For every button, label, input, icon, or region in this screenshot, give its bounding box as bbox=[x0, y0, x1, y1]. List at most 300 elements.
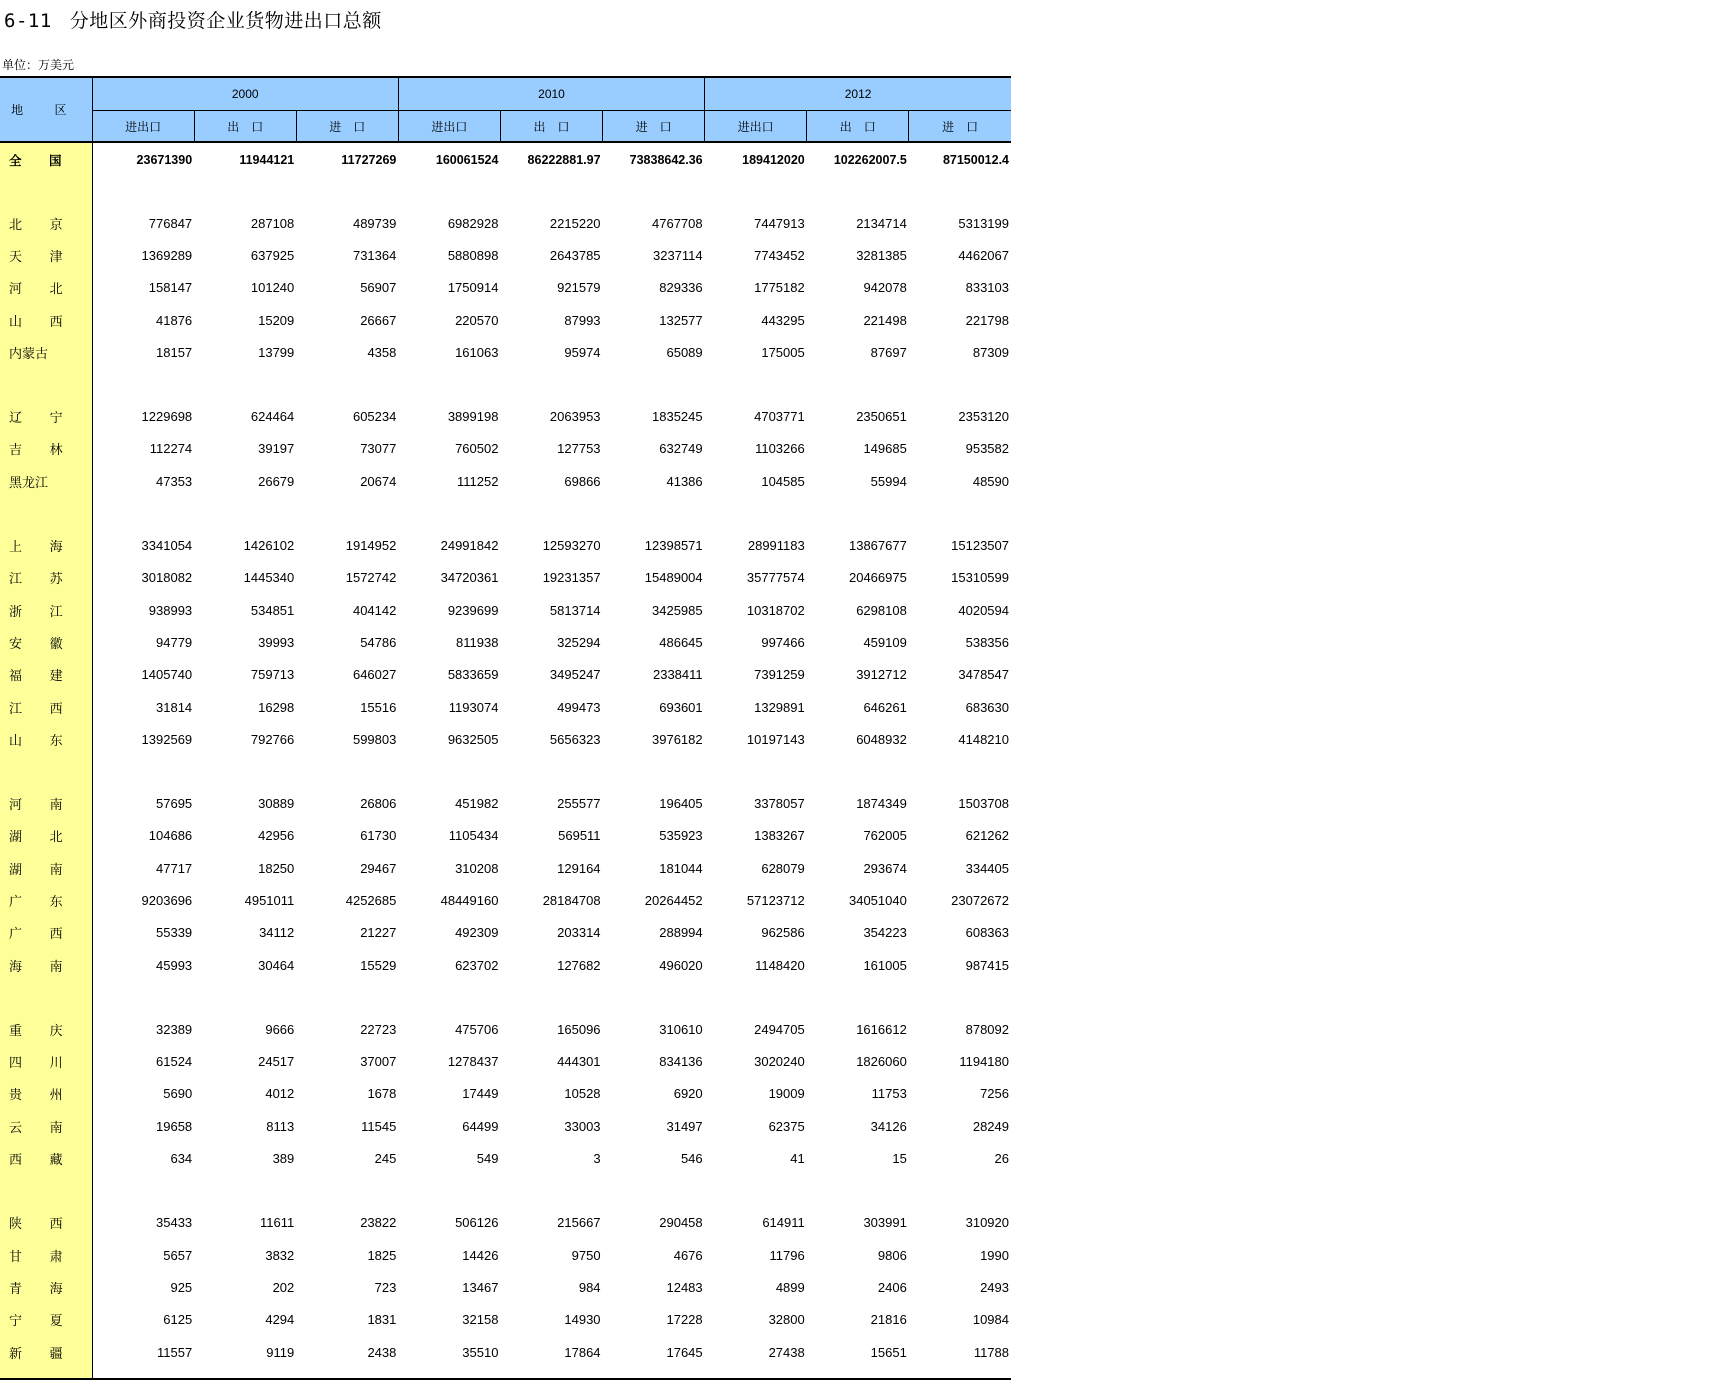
value-cell: 3018082 bbox=[141, 570, 193, 586]
value-cell: 87309 bbox=[972, 344, 1009, 360]
spacer-row bbox=[0, 368, 1011, 400]
value-cell: 20466975 bbox=[848, 570, 907, 586]
value-cell: 5813714 bbox=[549, 602, 601, 618]
empty-cell bbox=[398, 177, 500, 207]
value-cell: 2438 bbox=[367, 1344, 397, 1360]
value-cell: 23072672 bbox=[951, 892, 1009, 908]
value-cell: 833103 bbox=[965, 280, 1009, 296]
value-cell: 1826060 bbox=[856, 1054, 907, 1070]
value-cell: 2493 bbox=[980, 1279, 1009, 1295]
region-name: 天 津 bbox=[0, 239, 92, 271]
value-cell: 48590 bbox=[972, 473, 1009, 489]
value-cell: 984 bbox=[578, 1279, 601, 1295]
table-row bbox=[0, 691, 1011, 723]
value-cell: 23822 bbox=[360, 1215, 397, 1231]
value-cell: 129164 bbox=[557, 860, 601, 876]
value-cell: 34051040 bbox=[848, 892, 907, 908]
table-row bbox=[0, 1271, 1011, 1303]
value-cell: 41 bbox=[790, 1151, 805, 1167]
empty-cell bbox=[92, 1368, 194, 1379]
value-cell: 28991183 bbox=[747, 538, 805, 554]
value-cell: 683630 bbox=[965, 699, 1009, 715]
empty-cell bbox=[500, 1368, 602, 1379]
region-name: 湖 南 bbox=[0, 852, 92, 884]
region-cell-empty bbox=[0, 1368, 92, 1379]
region-name: 云 南 bbox=[0, 1110, 92, 1142]
value-cell: 3478547 bbox=[958, 667, 1009, 683]
value-cell: 2406 bbox=[877, 1279, 907, 1295]
value-cell: 489739 bbox=[352, 215, 397, 231]
value-cell: 65089 bbox=[666, 344, 703, 360]
region-name: 贵 州 bbox=[0, 1078, 92, 1110]
value-cell: 6920 bbox=[673, 1086, 703, 1102]
region-name: 广 东 bbox=[0, 884, 92, 916]
region-name: 河 南 bbox=[0, 787, 92, 819]
value-cell: 3832 bbox=[265, 1247, 295, 1263]
empty-cell bbox=[296, 177, 398, 207]
value-cell: 3976182 bbox=[652, 731, 703, 747]
value-cell: 4358 bbox=[367, 344, 397, 360]
value-cell: 3899198 bbox=[447, 409, 499, 425]
subheader-2000-1: 出 口 bbox=[194, 111, 296, 143]
table-row bbox=[0, 884, 1011, 916]
value-cell: 499473 bbox=[557, 699, 601, 715]
empty-cell bbox=[398, 368, 500, 400]
value-cell: 287108 bbox=[250, 215, 295, 231]
value-cell: 39197 bbox=[258, 441, 295, 457]
value-cell: 62375 bbox=[768, 1118, 805, 1134]
value-cell: 5656323 bbox=[549, 731, 601, 747]
empty-cell bbox=[92, 981, 194, 1013]
value-cell: 9750 bbox=[571, 1247, 601, 1263]
value-cell: 2338411 bbox=[652, 667, 703, 683]
empty-cell bbox=[603, 497, 705, 529]
empty-cell bbox=[398, 497, 500, 529]
page-title bbox=[4, 6, 382, 33]
value-cell: 1392569 bbox=[141, 731, 193, 747]
region-name: 新 疆 bbox=[0, 1336, 92, 1368]
region-name: 江 西 bbox=[0, 691, 92, 723]
value-cell: 32158 bbox=[462, 1312, 499, 1328]
region-name: 重 庆 bbox=[0, 1013, 92, 1045]
value-cell: 760502 bbox=[455, 441, 499, 457]
value-cell: 34112 bbox=[259, 925, 295, 941]
value-cell: 161063 bbox=[455, 344, 499, 360]
value-cell: 1835245 bbox=[652, 409, 703, 425]
value-cell: 17645 bbox=[666, 1344, 703, 1360]
value-cell: 546 bbox=[680, 1151, 703, 1167]
empty-cell bbox=[807, 368, 909, 400]
value-cell: 4148210 bbox=[958, 731, 1009, 747]
value-cell: 220570 bbox=[455, 312, 499, 328]
value-cell: 10318702 bbox=[746, 602, 805, 618]
value-cell: 997466 bbox=[761, 634, 805, 650]
value-cell: 26806 bbox=[360, 796, 397, 812]
value-cell: 4252685 bbox=[345, 892, 397, 908]
empty-cell bbox=[500, 177, 602, 207]
table-row bbox=[0, 787, 1011, 819]
value-cell: 987415 bbox=[965, 957, 1009, 973]
value-cell: 13867677 bbox=[848, 538, 907, 554]
data-table bbox=[0, 76, 1011, 1380]
value-cell: 165096 bbox=[557, 1021, 601, 1037]
value-cell: 921579 bbox=[557, 280, 601, 296]
value-cell: 57695 bbox=[156, 796, 193, 812]
value-cell: 1914952 bbox=[345, 538, 397, 554]
value-cell: 19658 bbox=[156, 1118, 193, 1134]
table-row bbox=[0, 1336, 1011, 1368]
value-cell: 3281385 bbox=[856, 247, 907, 263]
empty-cell bbox=[705, 755, 807, 787]
value-cell: 47353 bbox=[156, 473, 193, 489]
table-row bbox=[0, 917, 1011, 949]
value-cell: 608363 bbox=[965, 925, 1009, 941]
value-cell: 5313199 bbox=[958, 215, 1009, 231]
value-cell: 12593270 bbox=[542, 538, 601, 554]
value-cell: 605234 bbox=[352, 409, 397, 425]
table-row bbox=[0, 820, 1011, 852]
value-cell: 132577 bbox=[659, 312, 703, 328]
empty-cell bbox=[194, 1175, 296, 1207]
empty-cell bbox=[398, 1368, 500, 1379]
value-cell: 731364 bbox=[352, 247, 397, 263]
region-name: 西 藏 bbox=[0, 1142, 92, 1174]
value-cell: 2134714 bbox=[856, 215, 907, 231]
value-cell: 9203696 bbox=[141, 892, 193, 908]
value-cell: 10197143 bbox=[746, 731, 805, 747]
value-cell: 1105434 bbox=[448, 828, 499, 844]
value-cell: 3378057 bbox=[754, 796, 805, 812]
spacer-row bbox=[0, 981, 1011, 1013]
value-cell: 69866 bbox=[564, 473, 601, 489]
value-cell: 55994 bbox=[870, 473, 907, 489]
region-name: 北 京 bbox=[0, 207, 92, 239]
value-cell: 7391259 bbox=[754, 667, 805, 683]
value-cell: 1148420 bbox=[755, 957, 805, 973]
value-cell: 1426102 bbox=[243, 538, 295, 554]
value-cell: 475706 bbox=[455, 1021, 499, 1037]
value-cell: 637925 bbox=[250, 247, 295, 263]
value-cell: 41386 bbox=[666, 473, 703, 489]
value-cell: 29467 bbox=[360, 860, 397, 876]
value-cell: 2494705 bbox=[754, 1021, 805, 1037]
value-cell: 1503708 bbox=[958, 796, 1009, 812]
value-cell: 953582 bbox=[965, 441, 1009, 457]
value-cell: 4020594 bbox=[958, 602, 1009, 618]
value-cell: 646027 bbox=[352, 667, 397, 683]
value-cell: 2353120 bbox=[958, 409, 1009, 425]
table-row bbox=[0, 852, 1011, 884]
value-cell: 10984 bbox=[972, 1312, 1009, 1328]
table-row bbox=[0, 562, 1011, 594]
empty-cell bbox=[500, 1175, 602, 1207]
region-name: 全 国 bbox=[0, 142, 92, 177]
value-cell: 11753 bbox=[871, 1086, 907, 1102]
value-cell: 7447913 bbox=[754, 215, 805, 231]
value-cell: 15209 bbox=[258, 312, 295, 328]
value-cell: 24517 bbox=[258, 1054, 295, 1070]
value-cell: 11557 bbox=[156, 1344, 193, 1360]
value-cell: 202 bbox=[272, 1279, 295, 1295]
value-cell: 1874349 bbox=[856, 796, 907, 812]
value-cell: 1775182 bbox=[754, 280, 805, 296]
value-cell: 354223 bbox=[863, 925, 907, 941]
value-cell: 310610 bbox=[659, 1021, 703, 1037]
value-cell: 221498 bbox=[863, 312, 907, 328]
value-cell: 1103266 bbox=[755, 441, 805, 457]
value-cell: 28184708 bbox=[542, 892, 601, 908]
empty-cell bbox=[909, 368, 1011, 400]
value-cell: 56907 bbox=[360, 280, 397, 296]
value-cell: 112274 bbox=[149, 441, 193, 457]
table-row bbox=[0, 1013, 1011, 1045]
empty-cell bbox=[603, 1368, 705, 1379]
region-name: 四 川 bbox=[0, 1046, 92, 1078]
value-cell: 11727269 bbox=[341, 153, 397, 167]
value-cell: 13799 bbox=[258, 344, 295, 360]
subheader-2012-2: 进 口 bbox=[909, 111, 1011, 143]
empty-cell bbox=[92, 755, 194, 787]
value-cell: 94779 bbox=[156, 634, 193, 650]
value-cell: 9806 bbox=[877, 1247, 907, 1263]
value-cell: 37007 bbox=[360, 1054, 397, 1070]
region-name: 湖 北 bbox=[0, 820, 92, 852]
value-cell: 160061524 bbox=[435, 153, 499, 167]
empty-cell bbox=[92, 368, 194, 400]
empty-cell bbox=[92, 1175, 194, 1207]
region-cell-empty bbox=[0, 368, 92, 400]
table-row bbox=[0, 207, 1011, 239]
value-cell: 1825 bbox=[367, 1247, 397, 1263]
value-cell: 293674 bbox=[863, 860, 907, 876]
value-cell: 3495247 bbox=[549, 667, 601, 683]
value-cell: 203314 bbox=[557, 925, 601, 941]
value-cell: 87993 bbox=[564, 312, 601, 328]
value-cell: 9239699 bbox=[447, 602, 499, 618]
value-cell: 31814 bbox=[156, 699, 193, 715]
empty-cell bbox=[909, 497, 1011, 529]
table-row bbox=[0, 400, 1011, 432]
empty-cell bbox=[603, 368, 705, 400]
empty-cell bbox=[398, 1175, 500, 1207]
value-cell: 962586 bbox=[761, 925, 805, 941]
value-cell: 7256 bbox=[980, 1086, 1009, 1102]
value-cell: 11545 bbox=[361, 1118, 397, 1134]
table-row bbox=[0, 1142, 1011, 1174]
region-cell-empty bbox=[0, 1175, 92, 1207]
empty-cell bbox=[500, 368, 602, 400]
value-cell: 12483 bbox=[666, 1279, 703, 1295]
value-cell: 9119 bbox=[266, 1344, 295, 1360]
value-cell: 161005 bbox=[863, 957, 907, 973]
empty-cell bbox=[807, 755, 909, 787]
value-cell: 8113 bbox=[266, 1118, 295, 1134]
value-cell: 310208 bbox=[455, 860, 499, 876]
spacer-row bbox=[0, 1368, 1011, 1379]
value-cell: 325294 bbox=[557, 634, 601, 650]
value-cell: 5657 bbox=[163, 1247, 193, 1263]
value-cell: 73077 bbox=[360, 441, 397, 457]
region-cell-empty bbox=[0, 497, 92, 529]
value-cell: 15529 bbox=[360, 957, 397, 973]
value-cell: 11796 bbox=[769, 1247, 805, 1263]
value-cell: 2350651 bbox=[856, 409, 907, 425]
value-cell: 634 bbox=[170, 1151, 193, 1167]
value-cell: 27438 bbox=[768, 1344, 805, 1360]
spacer-row bbox=[0, 755, 1011, 787]
value-cell: 31497 bbox=[666, 1118, 703, 1134]
value-cell: 11944121 bbox=[239, 153, 295, 167]
value-cell: 20674 bbox=[360, 473, 397, 489]
value-cell: 127682 bbox=[557, 957, 601, 973]
empty-cell bbox=[705, 177, 807, 207]
table-row bbox=[0, 336, 1011, 368]
region-name: 宁 夏 bbox=[0, 1304, 92, 1336]
value-cell: 792766 bbox=[250, 731, 295, 747]
empty-cell bbox=[92, 497, 194, 529]
value-cell: 834136 bbox=[659, 1054, 703, 1070]
table-row bbox=[0, 433, 1011, 465]
unit-label: 单位：万美元 bbox=[2, 58, 75, 72]
value-cell: 723 bbox=[374, 1279, 397, 1295]
value-cell: 310920 bbox=[965, 1215, 1009, 1231]
value-cell: 18250 bbox=[258, 860, 295, 876]
empty-cell bbox=[398, 755, 500, 787]
value-cell: 14426 bbox=[462, 1247, 499, 1263]
value-cell: 942078 bbox=[863, 280, 907, 296]
region-name: 河 北 bbox=[0, 272, 92, 304]
value-cell: 47717 bbox=[156, 860, 193, 876]
value-cell: 73838642.36 bbox=[629, 153, 703, 167]
value-cell: 101240 bbox=[250, 280, 295, 296]
empty-cell bbox=[705, 1175, 807, 1207]
value-cell: 303991 bbox=[863, 1215, 907, 1231]
value-cell: 5690 bbox=[163, 1086, 193, 1102]
value-cell: 4462067 bbox=[958, 247, 1009, 263]
subheader-2010-2: 进 口 bbox=[603, 111, 705, 143]
value-cell: 15651 bbox=[870, 1344, 907, 1360]
value-cell: 534851 bbox=[250, 602, 295, 618]
subheader-2000-0: 进出口 bbox=[92, 111, 194, 143]
value-cell: 15123507 bbox=[951, 538, 1009, 554]
value-cell: 104686 bbox=[148, 828, 193, 844]
value-cell: 57123712 bbox=[746, 892, 805, 908]
value-cell: 34720361 bbox=[440, 570, 499, 586]
value-cell: 925 bbox=[170, 1279, 193, 1295]
region-cell-empty bbox=[0, 755, 92, 787]
region-name: 内蒙古 bbox=[0, 336, 92, 368]
empty-cell bbox=[296, 368, 398, 400]
value-cell: 693601 bbox=[659, 699, 703, 715]
region-name: 上 海 bbox=[0, 529, 92, 561]
value-cell: 646261 bbox=[863, 699, 907, 715]
region-name: 山 东 bbox=[0, 723, 92, 755]
value-cell: 4703771 bbox=[754, 409, 805, 425]
empty-cell bbox=[296, 981, 398, 1013]
empty-cell bbox=[705, 981, 807, 1013]
value-cell: 61730 bbox=[360, 828, 397, 844]
empty-cell bbox=[807, 981, 909, 1013]
value-cell: 538356 bbox=[965, 634, 1009, 650]
value-cell: 158147 bbox=[148, 280, 193, 296]
empty-cell bbox=[705, 497, 807, 529]
empty-cell bbox=[705, 368, 807, 400]
value-cell: 4294 bbox=[265, 1312, 295, 1328]
empty-cell bbox=[909, 177, 1011, 207]
value-cell: 621262 bbox=[965, 828, 1009, 844]
value-cell: 95974 bbox=[564, 344, 601, 360]
region-name: 广 西 bbox=[0, 917, 92, 949]
value-cell: 290458 bbox=[659, 1215, 703, 1231]
table-row bbox=[0, 626, 1011, 658]
region-name: 浙 江 bbox=[0, 594, 92, 626]
empty-cell bbox=[603, 177, 705, 207]
spacer-row bbox=[0, 497, 1011, 529]
empty-cell bbox=[807, 177, 909, 207]
empty-cell bbox=[603, 1175, 705, 1207]
table-row bbox=[0, 723, 1011, 755]
value-cell: 104585 bbox=[761, 473, 805, 489]
table-row bbox=[0, 304, 1011, 336]
value-cell: 13467 bbox=[462, 1279, 499, 1295]
value-cell: 5880898 bbox=[447, 247, 499, 263]
region-name: 山 西 bbox=[0, 304, 92, 336]
value-cell: 1405740 bbox=[141, 667, 193, 683]
region-name: 福 建 bbox=[0, 659, 92, 691]
value-cell: 459109 bbox=[863, 634, 907, 650]
value-cell: 26 bbox=[994, 1151, 1009, 1167]
table-row bbox=[0, 239, 1011, 271]
value-cell: 6048932 bbox=[856, 731, 907, 747]
value-cell: 7743452 bbox=[754, 247, 805, 263]
value-cell: 15489004 bbox=[644, 570, 703, 586]
value-cell: 4676 bbox=[673, 1247, 703, 1263]
spacer-row bbox=[0, 177, 1011, 207]
value-cell: 288994 bbox=[659, 925, 703, 941]
value-cell: 334405 bbox=[965, 860, 1009, 876]
value-cell: 1194180 bbox=[959, 1054, 1009, 1070]
value-cell: 12398571 bbox=[644, 538, 703, 554]
region-name: 黑龙江 bbox=[0, 465, 92, 497]
subheader-2010-0: 进出口 bbox=[398, 111, 500, 143]
value-cell: 48449160 bbox=[440, 892, 499, 908]
region-name: 甘 肃 bbox=[0, 1239, 92, 1271]
table-title: 分地区外商投资企业货物进出口总额 bbox=[69, 10, 382, 32]
empty-cell bbox=[603, 755, 705, 787]
value-cell: 5833659 bbox=[447, 667, 499, 683]
value-cell: 451982 bbox=[455, 796, 499, 812]
region-name: 吉 林 bbox=[0, 433, 92, 465]
region-name: 青 海 bbox=[0, 1271, 92, 1303]
value-cell: 17449 bbox=[462, 1086, 499, 1102]
empty-cell bbox=[194, 368, 296, 400]
value-cell: 3912712 bbox=[856, 667, 907, 683]
region-name: 安 徽 bbox=[0, 626, 92, 658]
value-cell: 549 bbox=[476, 1151, 499, 1167]
empty-cell bbox=[500, 981, 602, 1013]
value-cell: 3341054 bbox=[141, 538, 193, 554]
value-cell: 64499 bbox=[462, 1118, 499, 1134]
value-cell: 15 bbox=[892, 1151, 907, 1167]
region-header: 地 区 bbox=[0, 77, 92, 142]
value-cell: 444301 bbox=[557, 1054, 601, 1070]
value-cell: 404142 bbox=[352, 602, 397, 618]
table-row bbox=[0, 1110, 1011, 1142]
value-cell: 61524 bbox=[156, 1054, 193, 1070]
value-cell: 3237114 bbox=[652, 247, 703, 263]
table-row bbox=[0, 1078, 1011, 1110]
value-cell: 628079 bbox=[761, 860, 805, 876]
